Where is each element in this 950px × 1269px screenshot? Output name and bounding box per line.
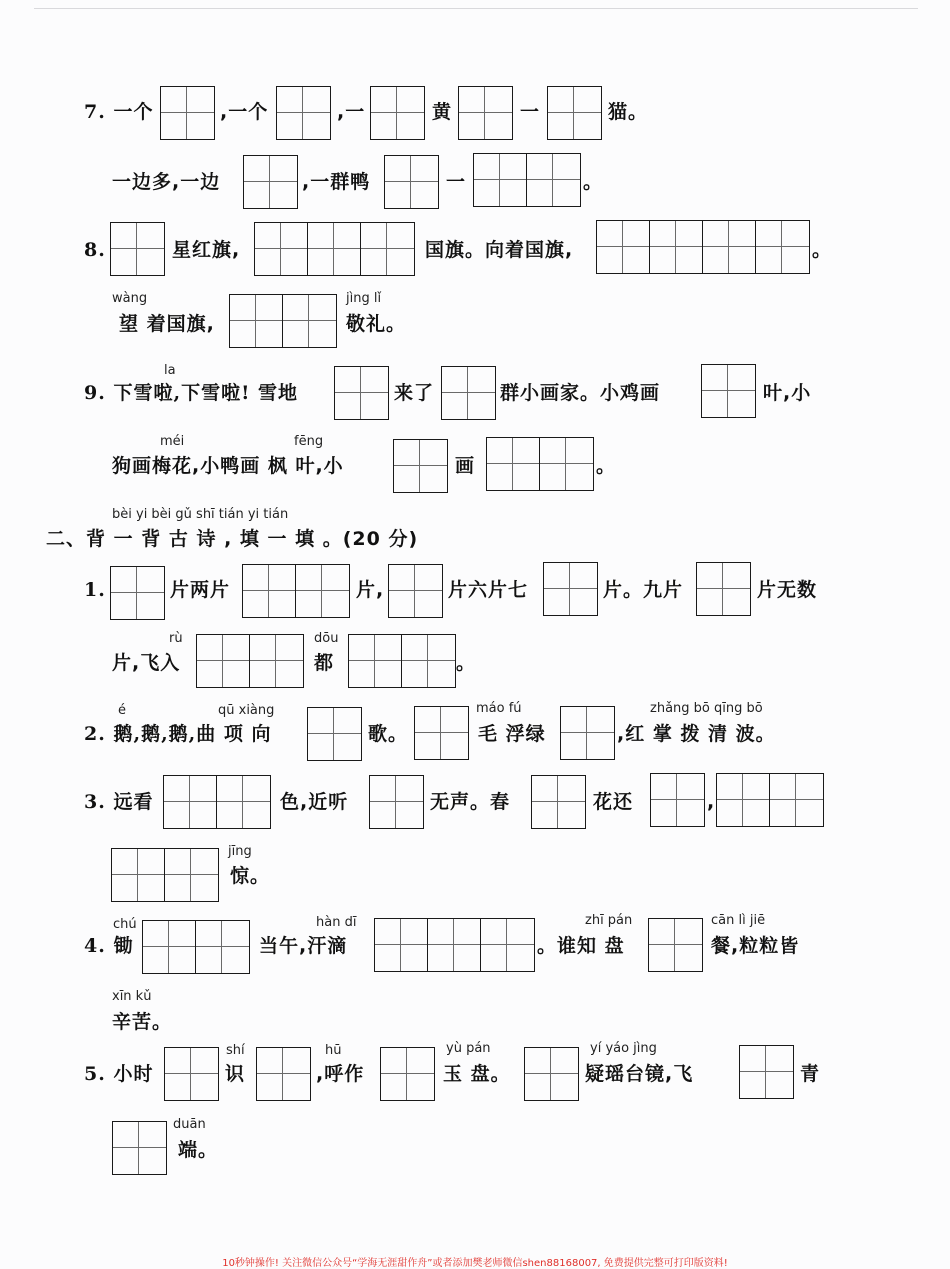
pinyin-annotation: rù: [169, 631, 183, 646]
answer-box[interactable]: [142, 920, 250, 974]
tianzige-cell[interactable]: [375, 919, 428, 971]
tianzige-cell[interactable]: [459, 87, 512, 139]
question-text: 一边多,一边: [112, 171, 221, 193]
tianzige-cell[interactable]: [597, 221, 650, 273]
question-text: ,: [707, 791, 716, 813]
answer-box[interactable]: [596, 220, 810, 274]
question-text: 5. 小时: [84, 1063, 154, 1085]
tianzige-cell[interactable]: [308, 223, 361, 275]
answer-box[interactable]: [648, 918, 703, 972]
answer-box[interactable]: [380, 1047, 435, 1101]
tianzige-cell[interactable]: [113, 1122, 166, 1174]
question-text: 色,近听: [280, 791, 349, 813]
question-text: 一: [520, 101, 541, 123]
question-text: 望 着国旗,: [119, 313, 215, 335]
pinyin-annotation: bèi yi bèi gǔ shī tián yi tián: [112, 507, 289, 522]
question-text: 1.: [84, 579, 106, 601]
tianzige-cell[interactable]: [717, 774, 770, 826]
answer-box[interactable]: [110, 222, 165, 276]
pinyin-annotation: zhī pán: [585, 913, 633, 928]
tianzige-cell[interactable]: [335, 367, 388, 419]
answer-box[interactable]: [524, 1047, 579, 1101]
answer-box[interactable]: [111, 848, 219, 902]
tianzige-cell[interactable]: [381, 1048, 434, 1100]
pinyin-annotation: qū xiàng: [218, 703, 275, 718]
question-text: 9. 下雪啦,下雪啦! 雪地: [84, 382, 299, 404]
question-text: 4. 锄: [84, 935, 134, 957]
pinyin-annotation: zhǎng bō qīng bō: [650, 701, 763, 716]
tianzige-cell[interactable]: [649, 919, 702, 971]
pinyin-annotation: chú: [113, 917, 137, 932]
pinyin-annotation: jìng lǐ: [346, 291, 382, 306]
pinyin-annotation: wàng: [112, 291, 148, 306]
question-text: ,一个: [220, 101, 269, 123]
answer-box[interactable]: [384, 155, 439, 209]
tianzige-cell[interactable]: [230, 295, 283, 347]
answer-box[interactable]: [243, 155, 298, 209]
tianzige-cell[interactable]: [277, 87, 330, 139]
answer-box[interactable]: [458, 86, 513, 140]
question-text: 群小画家。小鸡画: [500, 382, 661, 404]
answer-box[interactable]: [701, 364, 756, 418]
tianzige-cell[interactable]: [371, 87, 424, 139]
tianzige-cell[interactable]: [385, 156, 438, 208]
tianzige-cell[interactable]: [349, 635, 402, 687]
question-text: 端。: [178, 1139, 219, 1161]
tianzige-cell[interactable]: [255, 223, 308, 275]
question-text: 识: [225, 1063, 246, 1085]
footer-note: 10秒钟操作! 关注微信公众号“学海无涯甜作舟”或者添加樊老师微信shen88168007, 免费提供完整可打印版资料!: [222, 1258, 728, 1269]
answer-box[interactable]: [164, 1047, 219, 1101]
tianzige-cell[interactable]: [770, 774, 823, 826]
tianzige-cell[interactable]: [525, 1048, 578, 1100]
answer-box[interactable]: [369, 775, 424, 829]
pinyin-annotation: yù pán: [446, 1041, 491, 1056]
pinyin-annotation: duān: [173, 1117, 206, 1132]
answer-box[interactable]: [196, 634, 304, 688]
question-text: 一: [446, 171, 467, 193]
answer-box[interactable]: [388, 564, 443, 618]
question-text: 玉 盘。: [443, 1063, 511, 1085]
question-text: 。谁知 盘: [537, 935, 625, 957]
tianzige-cell[interactable]: [740, 1046, 793, 1098]
pinyin-annotation: xīn kǔ: [112, 989, 152, 1004]
question-text: ,呼作: [316, 1063, 365, 1085]
tianzige-cell[interactable]: [544, 563, 597, 615]
question-text: 毛 浮绿: [478, 723, 546, 745]
question-text: ,一群鸭: [302, 171, 371, 193]
top-rule: [34, 8, 918, 9]
tianzige-cell[interactable]: [244, 156, 297, 208]
answer-box[interactable]: [547, 86, 602, 140]
tianzige-cell[interactable]: [532, 776, 585, 828]
tianzige-cell[interactable]: [361, 223, 414, 275]
question-text: ,红 掌 拨 清 波。: [617, 723, 776, 745]
question-text: 敬礼。: [346, 313, 407, 335]
question-text: 片,: [356, 579, 385, 601]
tianzige-cell[interactable]: [257, 1048, 310, 1100]
question-text: 叶,小: [763, 382, 812, 404]
question-text: 3. 远看: [84, 791, 154, 813]
question-text: 青: [800, 1063, 821, 1085]
tianzige-cell[interactable]: [389, 565, 442, 617]
tianzige-cell[interactable]: [217, 776, 270, 828]
pinyin-annotation: shí: [226, 1043, 245, 1058]
tianzige-cell[interactable]: [756, 221, 809, 273]
answer-box[interactable]: [414, 706, 469, 760]
tianzige-cell[interactable]: [308, 708, 361, 760]
question-text: 。: [812, 239, 833, 261]
question-text: 黄: [432, 101, 453, 123]
answer-box[interactable]: [650, 773, 705, 827]
tianzige-cell[interactable]: [540, 438, 593, 490]
tianzige-cell[interactable]: [165, 849, 218, 901]
answer-box[interactable]: [739, 1045, 794, 1099]
answer-box[interactable]: [112, 1121, 167, 1175]
question-text: 片,飞入: [112, 652, 181, 674]
tianzige-cell[interactable]: [651, 774, 704, 826]
tianzige-cell[interactable]: [250, 635, 303, 687]
question-text: 疑瑶台镜,飞: [585, 1063, 694, 1085]
answer-box[interactable]: [441, 366, 496, 420]
question-text: 辛苦。: [112, 1011, 173, 1033]
pinyin-annotation: cān lì jiē: [711, 913, 766, 928]
answer-box[interactable]: [696, 562, 751, 616]
answer-box[interactable]: [163, 775, 271, 829]
answer-box[interactable]: [348, 634, 456, 688]
pinyin-annotation: méi: [160, 434, 185, 449]
answer-box[interactable]: [560, 706, 615, 760]
question-text: 来了: [394, 382, 435, 404]
tianzige-cell[interactable]: [703, 221, 756, 273]
tianzige-cell[interactable]: [112, 849, 165, 901]
tianzige-cell[interactable]: [548, 87, 601, 139]
question-text: 片两片: [170, 579, 231, 601]
question-text: 国旗。向着国旗,: [425, 239, 574, 261]
pinyin-annotation: hàn dī: [316, 915, 357, 930]
question-text: ,一: [337, 101, 366, 123]
tianzige-cell[interactable]: [161, 87, 214, 139]
tianzige-cell[interactable]: [111, 223, 164, 275]
answer-box[interactable]: [393, 439, 448, 493]
question-text: 。: [596, 455, 617, 477]
answer-box[interactable]: [716, 773, 824, 827]
answer-box[interactable]: [242, 564, 350, 618]
answer-box[interactable]: [486, 437, 594, 491]
tianzige-cell[interactable]: [296, 565, 349, 617]
question-text: 惊。: [230, 865, 271, 887]
answer-box[interactable]: [473, 153, 581, 207]
answer-box[interactable]: [256, 1047, 311, 1101]
answer-box[interactable]: [334, 366, 389, 420]
tianzige-cell[interactable]: [143, 921, 196, 973]
question-text: 都: [314, 652, 335, 674]
answer-box[interactable]: [254, 222, 415, 276]
pinyin-annotation: hū: [325, 1043, 342, 1058]
question-text: 歌。: [368, 723, 409, 745]
pinyin-annotation: é: [118, 703, 126, 718]
pinyin-annotation: máo fú: [476, 701, 522, 716]
question-text: 花还: [593, 791, 634, 813]
tianzige-cell[interactable]: [415, 707, 468, 759]
answer-box[interactable]: [543, 562, 598, 616]
tianzige-cell[interactable]: [442, 367, 495, 419]
tianzige-cell[interactable]: [402, 635, 455, 687]
tianzige-cell[interactable]: [370, 776, 423, 828]
question-text: 7. 一个: [84, 101, 154, 123]
tianzige-cell[interactable]: [561, 707, 614, 759]
tianzige-cell[interactable]: [283, 295, 336, 347]
answer-box[interactable]: [229, 294, 337, 348]
question-text: 片。九片: [603, 579, 684, 601]
tianzige-cell[interactable]: [196, 921, 249, 973]
question-text: 片六片七: [448, 579, 529, 601]
answer-box[interactable]: [110, 566, 165, 620]
tianzige-cell[interactable]: [243, 565, 296, 617]
tianzige-cell[interactable]: [650, 221, 703, 273]
tianzige-cell[interactable]: [481, 919, 534, 971]
answer-box[interactable]: [531, 775, 586, 829]
question-text: 片无数: [757, 579, 818, 601]
answer-box[interactable]: [307, 707, 362, 761]
tianzige-cell[interactable]: [702, 365, 755, 417]
question-text: 8.: [84, 239, 106, 261]
tianzige-cell[interactable]: [394, 440, 447, 492]
question-text: 当午,汗滴: [259, 935, 348, 957]
tianzige-cell[interactable]: [164, 776, 217, 828]
answer-box[interactable]: [160, 86, 215, 140]
pinyin-annotation: yí yáo jìng: [590, 1041, 657, 1056]
question-text: 。: [456, 652, 477, 674]
answer-box[interactable]: [276, 86, 331, 140]
question-text: 猫。: [608, 101, 649, 123]
pinyin-annotation: fēng: [294, 434, 324, 449]
question-text: 2. 鹅,鹅,鹅,曲 项 向: [84, 723, 272, 745]
tianzige-cell[interactable]: [197, 635, 250, 687]
tianzige-cell[interactable]: [111, 567, 164, 619]
answer-box[interactable]: [370, 86, 425, 140]
question-text: 无声。春: [430, 791, 511, 813]
tianzige-cell[interactable]: [527, 154, 580, 206]
question-text: 。: [583, 171, 604, 193]
question-text: 画: [455, 455, 476, 477]
pinyin-annotation: la: [164, 363, 176, 378]
tianzige-cell[interactable]: [428, 919, 481, 971]
answer-box[interactable]: [374, 918, 535, 972]
question-text: 餐,粒粒皆: [711, 935, 800, 957]
question-text: 狗画梅花,小鸭画 枫 叶,小: [112, 455, 344, 477]
pinyin-annotation: dōu: [314, 631, 339, 646]
question-text: 二、背 一 背 古 诗 , 填 一 填 。(20 分): [46, 528, 419, 550]
pinyin-annotation: jīng: [228, 844, 252, 859]
question-text: 星红旗,: [172, 239, 241, 261]
tianzige-cell[interactable]: [697, 563, 750, 615]
tianzige-cell[interactable]: [487, 438, 540, 490]
tianzige-cell[interactable]: [474, 154, 527, 206]
tianzige-cell[interactable]: [165, 1048, 218, 1100]
